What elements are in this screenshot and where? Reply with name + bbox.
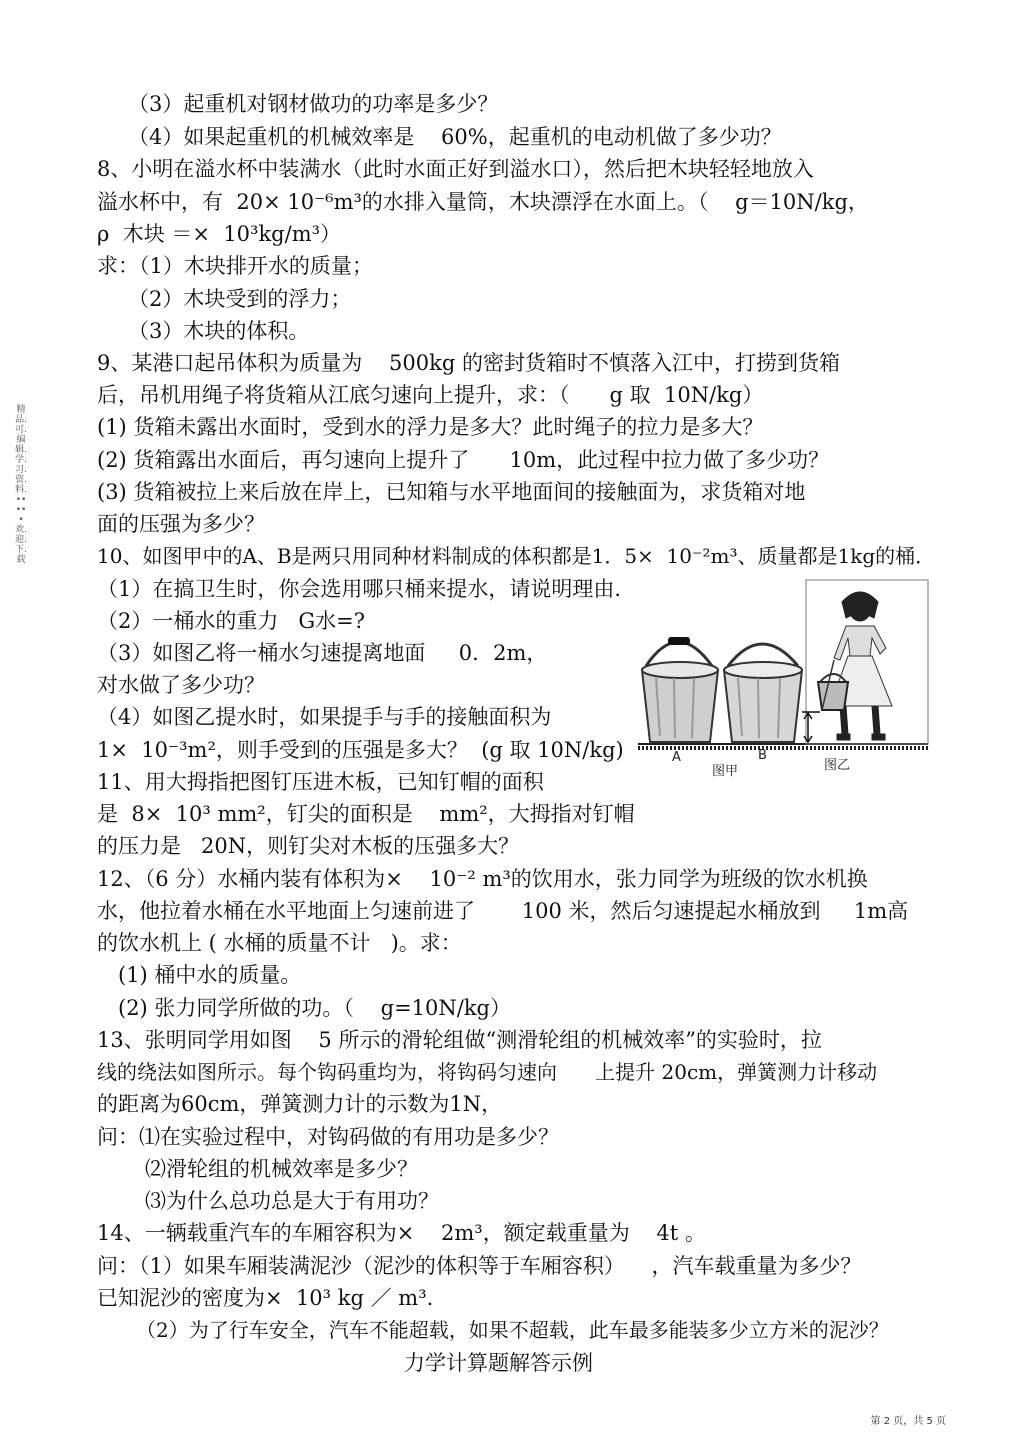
text-line: (1) 货箱未露出水面时，受到水的浮力是多大？此时绳子的拉力是多大？ [97,415,764,439]
text-line: 10、如图甲中的A、B是两只用同种材料制成的体积都是1．5× 10⁻²m³、质量都是1kg的桶． [97,544,936,568]
text-line: 求：（1）木块排开水的质量； [97,254,373,278]
text-line: （3）如图乙将一桶水匀速提离地面 0．2m， [97,641,548,665]
text-line: 1× 10⁻³m²，则手受到的压强是多大？ (g 取 10N/kg) [97,738,624,762]
text-line: (2) 张力同学所做的功。（ g=10N/kg） [118,996,512,1020]
text-line: 的饮水机上 ( 水桶的质量不计 )。求： [97,931,462,955]
text-line: 14、一辆载重汽车的车厢容积为× 2m³，额定载重量为 4t 。 [97,1221,706,1245]
text-line: ρ 木块 ＝× 10³kg/m³） [97,222,342,246]
bucket-b-icon [724,644,802,742]
section-heading: 力学计算题解答示例 [404,1351,593,1375]
text-line: 问：⑴在实验过程中，对钩码做的有用功是多少？ [97,1125,559,1149]
page-number: 第 2 页，共 5 页 [870,1416,946,1427]
text-line: 的压力是 20N，则钉尖对木板的压强多大？ [97,834,520,858]
text-line: 的距离为60cm，弹簧测力计的示数为1N， [97,1092,503,1116]
bucket-illustration [634,578,930,778]
text-line: （2）一桶水的重力 G水=? [97,609,366,633]
text-line: 后，吊机用绳子将货箱从江底匀速向上提升，求：（ g 取 10N/kg） [97,383,764,407]
caption-yi: 图乙 [824,758,851,773]
text-line: 13、张明同学用如图 5 所示的滑轮组做“测滑轮组的机械效率”的实验时，拉 [97,1028,822,1052]
text-line: ⑵滑轮组的机械效率是多少？ [145,1157,418,1181]
text-line: 12、（6 分）水桶内装有体积为× 10⁻² m³的饮用水，张力同学为班级的饮水机换 [97,867,868,891]
bucket-a-icon [642,637,718,742]
text-line: （2）木块受到的浮力； [128,287,352,311]
text-line: 已知泥沙的密度为× 10³ kg ／ m³. [97,1286,434,1310]
ground-hatch [638,744,928,748]
text-line: （3）木块的体积。 [128,319,310,343]
text-line: 8、小明在溢水杯中装满水（此时水面正好到溢水口），然后把木块轻轻地放入 [97,157,814,181]
text-line: （2）为了行车安全，汽车不能超载，如果不超载，此车最多能装多少立方米的泥沙？ [136,1318,889,1342]
text-line: 是 8× 10³ mm²，钉尖的面积是 mm²，大拇指对钉帽 [97,802,635,826]
caption-jia: 图甲 [712,764,739,779]
text-line: 11、用大拇指把图钉压进木板，已知钉帽的面积 [97,770,544,794]
text-line: 线的绕法如图所示。每个钩码重均为，将钩码匀速向 上提升 20cm，弹簧测力计移动 [97,1060,878,1084]
label-b: B [758,748,767,763]
sidebar-watermark: 精品.可.编辑.学.习.资.料.•••••欢.迎.下.载 [15,405,27,565]
text-line: （3）起重机对钢材做功的功率是多少？ [128,92,499,116]
text-line: (1) 桶中水的质量。 [118,963,302,987]
text-line: (2) 货箱露出水面后，再匀速向上提升了 10m，此过程中拉力做了多少功？ [97,448,830,472]
text-line: 水，他拉着水桶在水平地面上匀速前进了 100 米，然后匀速提起水桶放到 1m高 [97,899,909,923]
text-line: 溢水杯中，有 20× 10⁻⁶m³的水排入量筒，木块漂浮在水面上。（ g＝10N/kg， [97,190,869,214]
text-line: （4）如果起重机的机械效率是 60%，起重机的电动机做了多少功？ [128,125,782,149]
text-line: 面的压强为多少？ [97,512,265,536]
text-line: ⑶为什么总功总是大于有用功？ [145,1189,439,1213]
text-line: 对水做了多少功？ [97,673,265,697]
label-a: A [672,750,681,765]
bucket-figure [634,578,930,778]
text-line: (3) 货箱被拉上来后放在岸上，已知箱与水平地面间的接触面为，求货箱对地 [97,480,806,504]
text-line: 问：（1）如果车厢装满泥沙（泥沙的体积等于车厢容积） ，汽车载重量为多少？ [97,1254,862,1278]
woman-carrying-bucket-icon [830,592,892,740]
height-arrow [802,712,820,742]
text-line: 9、某港口起吊体积为质量为 500kg 的密封货箱时不慎落入江中，打捞到货箱 [97,351,840,375]
text-line: （4）如图乙提水时，如果提手与手的接触面积为 [97,705,552,729]
text-line: （1）在搞卫生时，你会选用哪只桶来提水，请说明理由． [97,577,636,601]
